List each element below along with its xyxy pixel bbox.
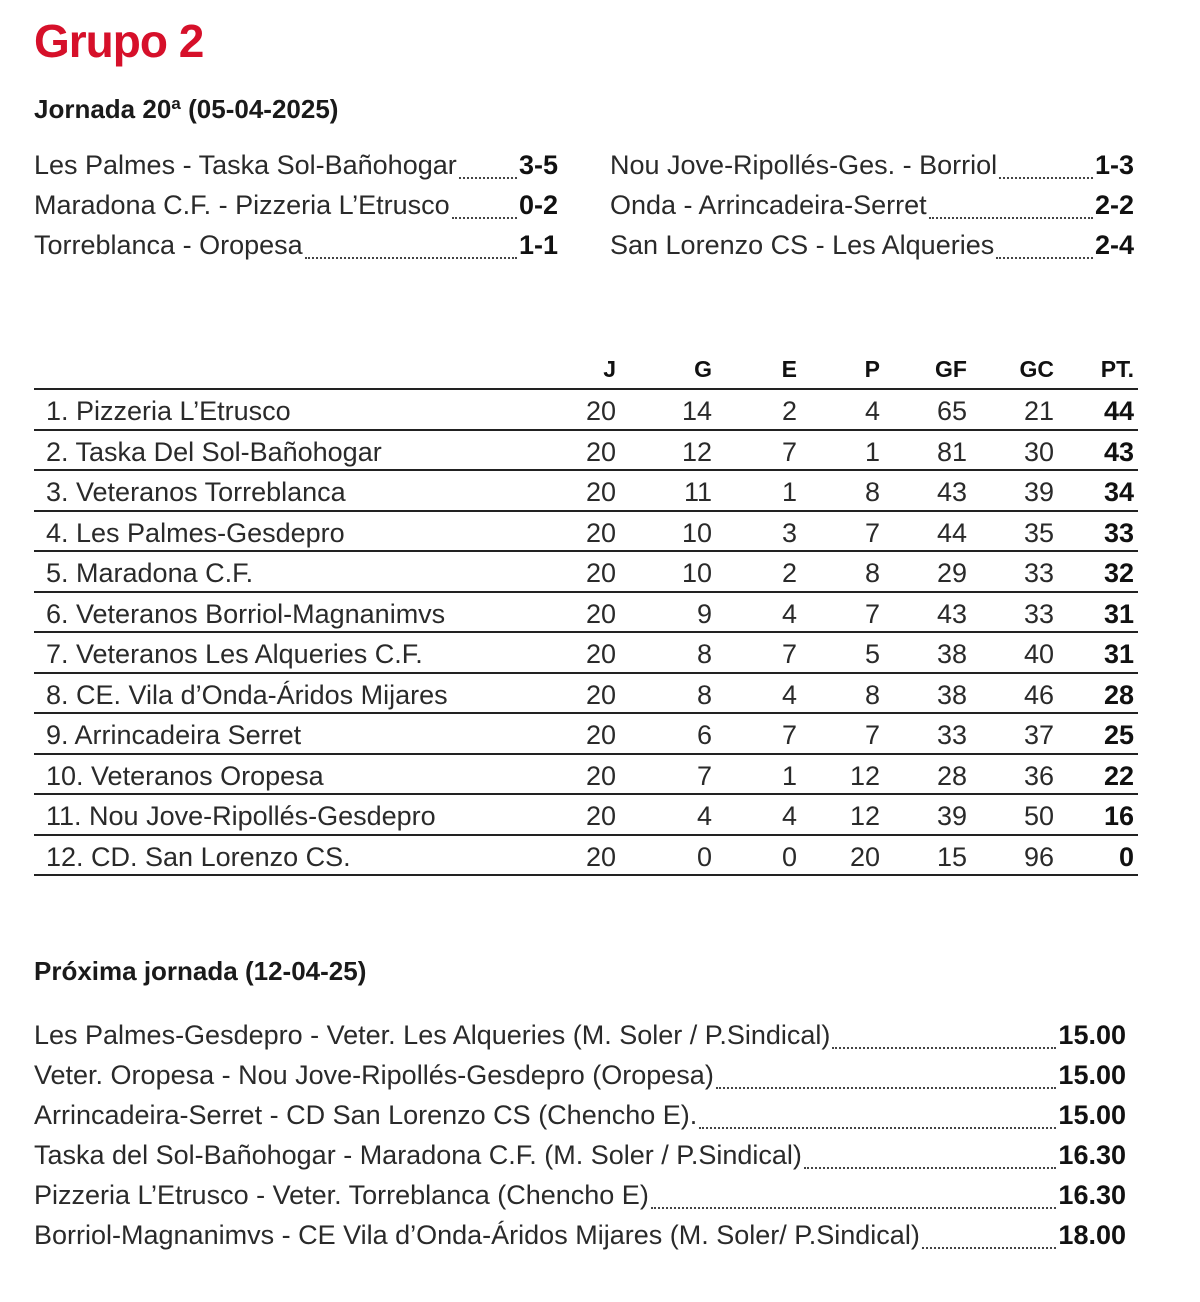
fixture-line — [34, 1140, 1126, 1180]
team-name: 9. Arrincadeira Serret — [46, 720, 302, 750]
dot-leader — [716, 1087, 1057, 1089]
table-row — [34, 795, 1138, 836]
cell-j: 20 — [585, 436, 616, 467]
match-score: 3-5 — [518, 150, 558, 180]
team-name: 10. Veteranos Oropesa — [46, 760, 324, 791]
dot-leader — [699, 1127, 1056, 1129]
table-row — [34, 552, 1138, 593]
team-name: 3. Veteranos Torreblanca — [46, 477, 346, 507]
team-name: 5. Maradona C.F. — [46, 558, 254, 588]
table-row — [34, 714, 1138, 755]
cell-j: 20 — [585, 801, 616, 831]
cell-j: 20 — [585, 639, 616, 669]
match-score: 2-2 — [1094, 190, 1134, 220]
fixture-time: 15.00 — [1058, 1020, 1126, 1050]
cell-gc: 33 — [1023, 558, 1054, 588]
cell-j: 20 — [585, 558, 616, 588]
cell-j: 20 — [585, 396, 616, 426]
cell-e: 1 — [781, 760, 797, 791]
cell-gc: 33 — [1023, 598, 1054, 629]
team-name: 1. Pizzeria L’Etrusco — [46, 396, 291, 426]
cell-e: 0 — [781, 841, 797, 872]
cell-pt: 0 — [1118, 841, 1134, 872]
cell-gf: 39 — [936, 801, 967, 831]
cell-e: 3 — [781, 517, 797, 548]
cell-gf: 43 — [936, 477, 967, 507]
fixture-teams: Arrincadeira-Serret - CD San Lorenzo CS (Chencho E). — [34, 1100, 698, 1130]
cell-e: 1 — [781, 477, 797, 507]
team-name: 12. CD. San Lorenzo CS. — [46, 841, 351, 872]
cell-pt: 22 — [1103, 760, 1134, 791]
cell-pt: 28 — [1103, 679, 1134, 710]
header-gc: GC — [1019, 356, 1054, 382]
fixture-teams: Taska del Sol-Bañohogar - Maradona C.F. (M. Soler / P.Sindical) — [34, 1140, 802, 1170]
match-teams: Maradona C.F. - Pizzeria L’Etrusco — [34, 190, 450, 220]
header-p: P — [864, 356, 880, 382]
cell-e: 7 — [781, 436, 797, 467]
dot-leader — [459, 177, 517, 179]
cell-e: 7 — [781, 639, 797, 669]
cell-g: 7 — [696, 760, 712, 791]
cell-e: 2 — [781, 396, 797, 426]
fixture-time: 15.00 — [1058, 1100, 1126, 1130]
cell-gf: 38 — [936, 639, 967, 669]
match-teams: Les Palmes - Taska Sol-Bañohogar — [34, 150, 457, 180]
match-score: 1-1 — [518, 230, 558, 260]
cell-p: 20 — [849, 841, 880, 872]
cell-j: 20 — [585, 679, 616, 710]
fixture-time: 16.30 — [1058, 1140, 1126, 1170]
cell-pt: 34 — [1103, 477, 1134, 507]
cell-gf: 43 — [936, 598, 967, 629]
cell-e: 7 — [781, 720, 797, 750]
cell-pt: 43 — [1103, 436, 1134, 467]
cell-pt: 31 — [1103, 639, 1134, 669]
cell-gc: 46 — [1023, 679, 1054, 710]
match-teams: San Lorenzo CS - Les Alqueries — [610, 230, 995, 260]
fixture-line — [34, 1180, 1126, 1220]
header-e: E — [781, 356, 797, 382]
table-row — [34, 512, 1138, 553]
cell-gc: 50 — [1023, 801, 1054, 831]
cell-e: 2 — [781, 558, 797, 588]
fixture-teams: Pizzeria L’Etrusco - Veter. Torreblanca (Chencho E) — [34, 1180, 649, 1210]
fixture-teams: Borriol-Magnanimvs - CE Vila d’Onda-Áridos Mijares (M. Soler/ P.Sindical) — [34, 1220, 920, 1250]
next-heading: Próxima jornada (12-04-25) — [34, 956, 367, 986]
cell-gc: 21 — [1023, 396, 1054, 426]
cell-gc: 39 — [1023, 477, 1054, 507]
cell-p: 12 — [849, 760, 880, 791]
page-title: Grupo 2 — [34, 15, 204, 67]
cell-p: 4 — [864, 396, 880, 426]
dot-leader — [996, 257, 1093, 259]
header-j: J — [603, 356, 616, 382]
fixture-line — [34, 1220, 1126, 1260]
cell-j: 20 — [585, 517, 616, 548]
table-row — [34, 471, 1138, 512]
table-row — [34, 836, 1138, 877]
team-name: 4. Les Palmes-Gesdepro — [46, 517, 345, 548]
results-left — [34, 150, 558, 270]
fixture-line — [34, 1020, 1126, 1060]
match-score: 2-4 — [1094, 230, 1134, 260]
table-row — [34, 674, 1138, 715]
cell-j: 20 — [585, 477, 616, 507]
cell-p: 8 — [864, 558, 880, 588]
team-name: 6. Veteranos Borriol-Magnanimvs — [46, 598, 446, 629]
standings-table — [34, 352, 1138, 876]
table-row — [34, 755, 1138, 796]
cell-p: 8 — [864, 477, 880, 507]
fixture-time: 15.00 — [1058, 1060, 1126, 1090]
fixture-teams: Veter. Oropesa - Nou Jove-Ripollés-Gesdepro (Oropesa) — [34, 1060, 714, 1090]
cell-gf: 29 — [936, 558, 967, 588]
result-line — [34, 230, 558, 270]
cell-e: 4 — [781, 679, 797, 710]
cell-e: 4 — [781, 801, 797, 831]
cell-g: 8 — [696, 679, 712, 710]
table-row — [34, 390, 1138, 431]
cell-g: 10 — [681, 517, 712, 548]
cell-p: 8 — [864, 679, 880, 710]
cell-j: 20 — [585, 598, 616, 629]
header-gf: GF — [935, 356, 967, 382]
result-line — [610, 150, 1134, 190]
team-name: 8. CE. Vila d’Onda-Áridos Mijares — [46, 679, 448, 710]
result-line — [34, 150, 558, 190]
cell-pt: 32 — [1103, 558, 1134, 588]
cell-p: 7 — [864, 720, 880, 750]
cell-gc: 40 — [1023, 639, 1054, 669]
cell-g: 9 — [696, 598, 712, 629]
match-teams: Torreblanca - Oropesa — [34, 230, 303, 260]
standings-header — [34, 352, 1138, 390]
cell-p: 5 — [864, 639, 880, 669]
team-name: 2. Taska Del Sol-Bañohogar — [46, 436, 382, 467]
cell-p: 1 — [864, 436, 880, 467]
cell-g: 10 — [681, 558, 712, 588]
table-row — [34, 593, 1138, 634]
cell-j: 20 — [585, 760, 616, 791]
standings-body — [34, 390, 1138, 876]
cell-pt: 16 — [1103, 801, 1134, 831]
table-row — [34, 633, 1138, 674]
result-line — [610, 190, 1134, 230]
cell-gc: 37 — [1023, 720, 1054, 750]
cell-p: 7 — [864, 517, 880, 548]
cell-g: 8 — [696, 639, 712, 669]
cell-g: 0 — [696, 841, 712, 872]
cell-gc: 36 — [1023, 760, 1054, 791]
cell-gc: 35 — [1023, 517, 1054, 548]
fixture-line — [34, 1060, 1126, 1100]
cell-pt: 44 — [1103, 396, 1134, 426]
dot-leader — [804, 1167, 1057, 1169]
cell-gc: 96 — [1023, 841, 1054, 872]
fixture-time: 18.00 — [1058, 1220, 1126, 1250]
cell-j: 20 — [585, 720, 616, 750]
fixture-line — [34, 1100, 1126, 1140]
team-name: 7. Veteranos Les Alqueries C.F. — [46, 639, 423, 669]
cell-pt: 31 — [1103, 598, 1134, 629]
cell-gf: 44 — [936, 517, 967, 548]
match-teams: Onda - Arrincadeira-Serret — [610, 190, 927, 220]
cell-gf: 65 — [936, 396, 967, 426]
match-score: 1-3 — [1094, 150, 1134, 180]
result-line — [34, 190, 558, 230]
dot-leader — [999, 177, 1093, 179]
match-teams: Nou Jove-Ripollés-Ges. - Borriol — [610, 150, 998, 180]
table-row — [34, 431, 1138, 472]
cell-gf: 81 — [936, 436, 967, 467]
cell-gf: 28 — [936, 760, 967, 791]
cell-j: 20 — [585, 841, 616, 872]
match-score: 0-2 — [518, 190, 558, 220]
next-matches — [34, 1020, 1126, 1260]
header-pt: PT. — [1100, 356, 1134, 382]
cell-gf: 38 — [936, 679, 967, 710]
cell-g: 6 — [696, 720, 712, 750]
dot-leader — [452, 217, 517, 219]
dot-leader — [832, 1047, 1056, 1049]
jornada-heading: Jornada 20ª (05-04-2025) — [34, 94, 339, 124]
cell-p: 7 — [864, 598, 880, 629]
cell-g: 14 — [681, 396, 712, 426]
cell-gf: 33 — [936, 720, 967, 750]
cell-gc: 30 — [1023, 436, 1054, 467]
result-line — [610, 230, 1134, 270]
cell-gf: 15 — [936, 841, 967, 872]
cell-g: 11 — [683, 477, 712, 507]
dot-leader — [929, 217, 1093, 219]
dot-leader — [651, 1207, 1057, 1209]
dot-leader — [922, 1247, 1057, 1249]
cell-e: 4 — [781, 598, 797, 629]
fixture-time: 16.30 — [1058, 1180, 1126, 1210]
header-g: G — [694, 356, 712, 382]
team-name: 11. Nou Jove-Ripollés-Gesdepro — [46, 801, 436, 831]
cell-g: 4 — [696, 801, 712, 831]
cell-p: 12 — [849, 801, 880, 831]
dot-leader — [305, 257, 517, 259]
fixture-teams: Les Palmes-Gesdepro - Veter. Les Alqueries (M. Soler / P.Sindical) — [34, 1020, 831, 1050]
cell-g: 12 — [681, 436, 712, 467]
cell-pt: 25 — [1103, 720, 1134, 750]
cell-pt: 33 — [1103, 517, 1134, 548]
results-right — [610, 150, 1134, 270]
